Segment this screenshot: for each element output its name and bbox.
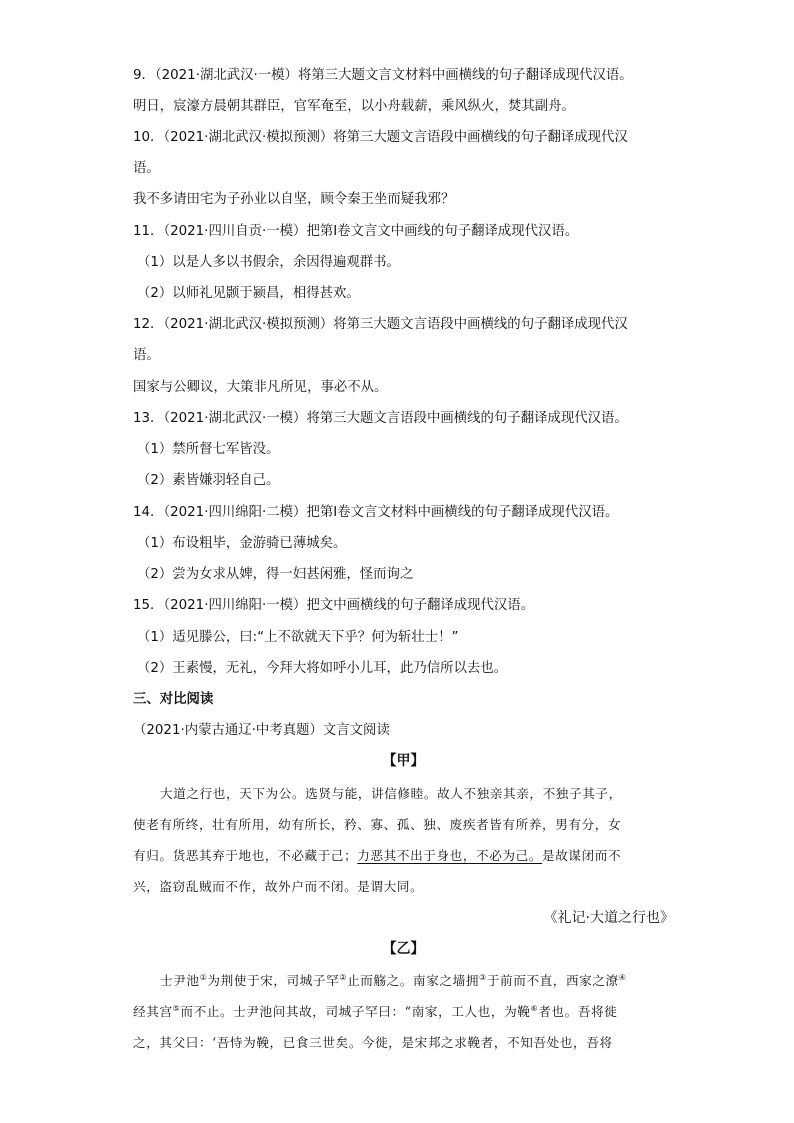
question-instruction: 把第Ⅰ卷文言文材料中画横线的句子翻译成现代汉语。	[306, 505, 619, 520]
question-number: 9．	[133, 68, 155, 83]
footnote-marker: ⑤	[172, 1003, 181, 1013]
question-instruction: 将第三大题文言语段中画横线的句子翻译成现代汉语。	[306, 411, 628, 426]
passage-a-text: 有归。货恶其弃于地也，不必藏于己；	[133, 848, 358, 863]
passage-a-line-3	[133, 846, 674, 866]
passage-a-line-1: 大道之行也，天下为公。选贤与能，讲信修睦。故人不独亲其亲，不独子其子，	[160, 786, 622, 801]
footnote-marker: ⑥	[530, 1003, 539, 1013]
question-source: （2021·四川绵阳·一模）	[163, 598, 307, 613]
passage-b-text: 止而觞之。南家之墙拥	[347, 973, 480, 988]
question-14-item-2: （2）尝为女求从婢，得一妇甚闲雅，怪而询之	[137, 567, 414, 582]
passage-b-line-2	[133, 1002, 674, 1022]
passage-b-text: 而不止。士尹池问其故，司城子罕曰：“南家，工人也，为鞔	[180, 1004, 531, 1019]
question-14	[133, 503, 674, 523]
passage-b-text: 士尹池	[160, 973, 200, 988]
question-source: （2021·湖北武汉·一模）	[154, 68, 298, 83]
passage-a-citation: 《礼记·大道之行也》	[543, 910, 674, 926]
footnote-marker: ④	[618, 972, 627, 982]
question-11-item-2: （2）以师礼见颢于颍昌，相得甚欢。	[137, 286, 360, 301]
question-instruction: 将第三大题文言语段中画横线的句子翻译成现代汉	[333, 317, 628, 332]
footnote-marker: ③	[479, 972, 487, 982]
section-source-line: （2021·内蒙古通辽·中考真题）文言文阅读	[133, 723, 390, 738]
question-source: （2021·四川绵阳·二模）	[163, 505, 307, 520]
question-instruction: 把第Ⅰ卷文言文中画线的句子翻译成现代汉语。	[306, 224, 579, 239]
underlined-sentence: 力恶其不出于身也，不必为己。	[357, 848, 543, 863]
question-number: 13．	[133, 411, 164, 426]
question-13-item-1: （1）禁所督七军皆没。	[137, 442, 280, 457]
question-10-sentence: 我不多请田宅为子孙业以自坚，顾令秦王坐而疑我邪？	[133, 192, 455, 207]
passage-b-line-1	[160, 971, 674, 991]
passage-b-text: 于前而不直，西家之潦	[486, 973, 619, 988]
question-14-item-1: （1）布设粗毕，金游骑已薄城矣。	[137, 536, 347, 551]
passage-b-title: 【乙】	[382, 941, 425, 957]
question-number: 14．	[133, 505, 164, 520]
question-instruction: 将第三大题文言语段中画横线的句子翻译成现代汉	[333, 130, 628, 145]
question-number: 11．	[133, 224, 164, 239]
question-10	[133, 128, 674, 148]
passage-a-title: 【甲】	[382, 753, 425, 769]
question-11	[133, 222, 674, 242]
question-12-instruction-cont: 语。	[133, 348, 160, 363]
question-instruction: 将第三大题文言文材料中画横线的句子翻译成现代汉语。	[297, 68, 633, 83]
question-number: 12．	[133, 317, 164, 332]
question-11-item-1: （1）以是人多以书假余，余因得遍观群书。	[137, 255, 400, 270]
question-10-instruction-cont: 语。	[133, 161, 160, 176]
question-source: （2021·湖北武汉·一模）	[163, 411, 307, 426]
question-9	[133, 66, 674, 86]
question-15-item-1: （1）适见滕公，曰:“上不欲就天下乎？何为斩壮士！”	[137, 630, 459, 645]
question-number: 15．	[133, 598, 164, 613]
question-15	[133, 596, 674, 616]
question-instruction: 把文中画横线的句子翻译成现代汉语。	[306, 598, 535, 613]
question-source: （2021·湖北武汉·模拟预测）	[163, 130, 334, 145]
passage-a-line-2: 使老有所终，壮有所用，幼有所长，矜、寡、孤、独、废疾者皆有所养，男有分，女	[133, 817, 622, 832]
passage-b-text: 经其宫	[133, 1004, 173, 1019]
passage-b-text: 为荆使于宋，司城子罕	[207, 973, 340, 988]
question-13	[133, 409, 674, 429]
footnote-marker: ②	[339, 972, 348, 982]
question-15-item-2: （2）王素慢，无礼，今拜大将如呼小儿耳，此乃信所以去也。	[137, 661, 508, 676]
question-12-sentence: 国家与公卿议，大策非凡所见，事必不从。	[133, 380, 388, 395]
section-heading: 三、对比阅读	[133, 692, 214, 707]
question-12	[133, 315, 674, 335]
passage-b-line-3: 之，其父曰：‘吾恃为鞔，已食三世矣。今徙，是宋邦之求鞔者，不知吾处也，吾将	[133, 1035, 613, 1050]
question-source: （2021·四川自贡·一模）	[163, 224, 307, 239]
passage-a-line-4: 兴，盗窃乱贼而不作，故外户而不闭。是谓大同。	[133, 879, 424, 894]
question-13-item-2: （2）素皆嫌羽轻自己。	[137, 473, 280, 488]
passage-b-text: 者也。吾将徙	[538, 1004, 618, 1019]
question-9-sentence: 明日，宸濠方晨朝其群臣，官军奄至，以小舟载薪，乘风纵火，焚其副舟。	[133, 99, 575, 114]
footnote-marker: ①	[199, 972, 208, 982]
passage-a-text: 是故谋闭而不	[542, 848, 622, 863]
question-source: （2021·湖北武汉·模拟预测）	[163, 317, 334, 332]
question-number: 10．	[133, 130, 164, 145]
